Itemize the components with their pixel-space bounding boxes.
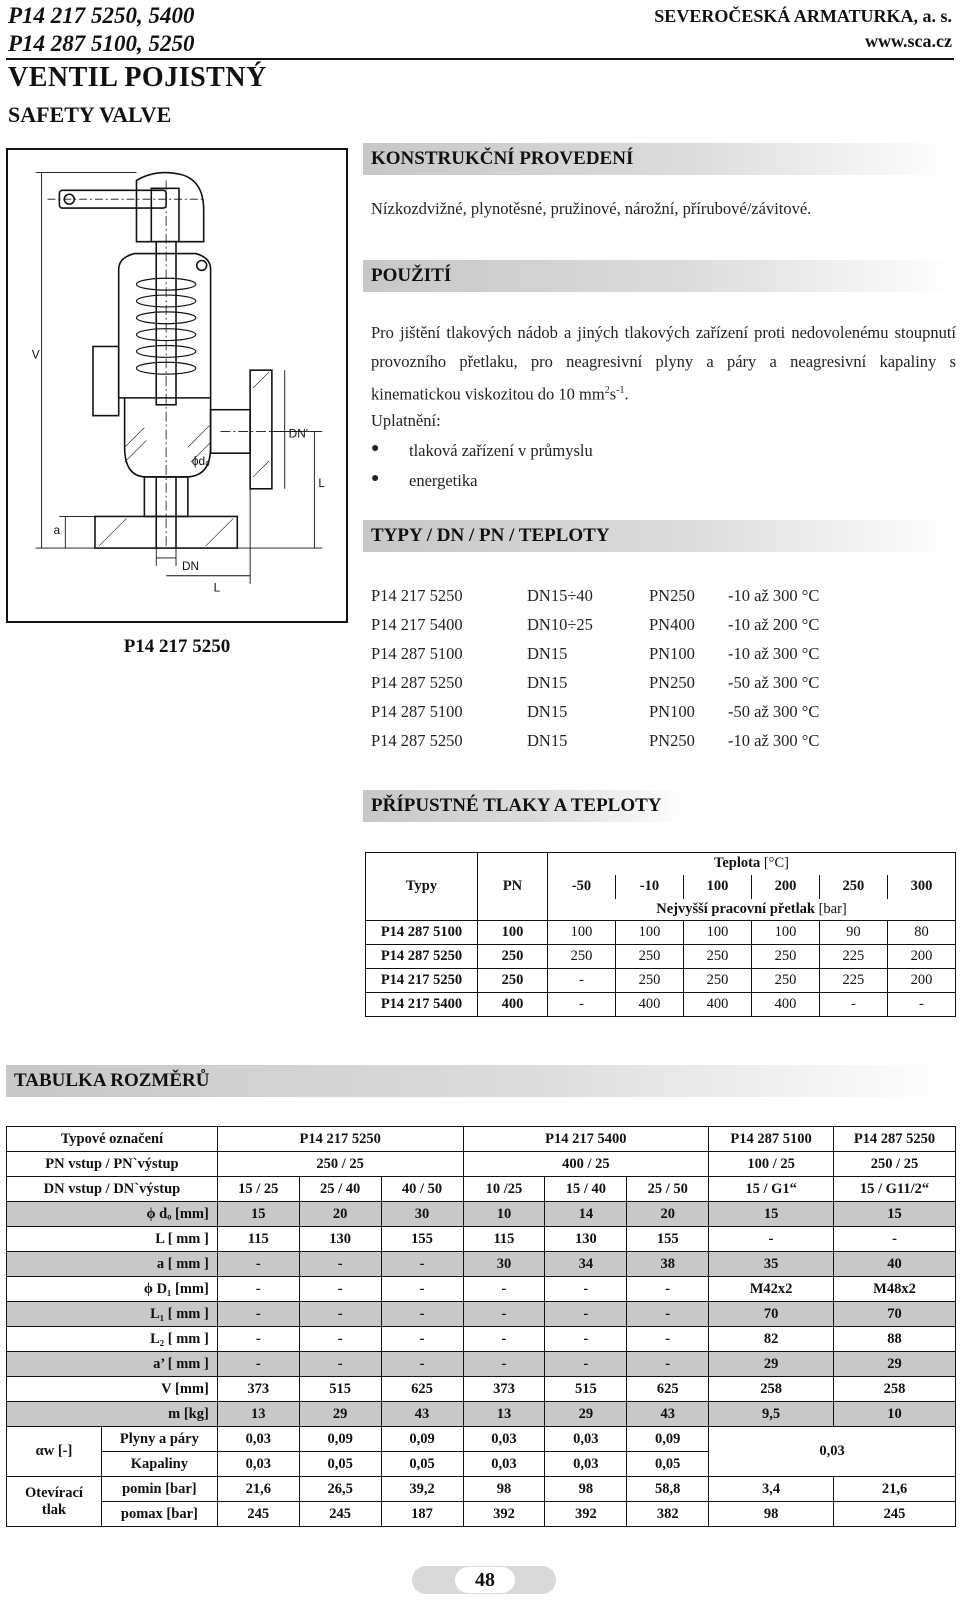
alpha-value: 0,05	[381, 1452, 463, 1477]
dimension-label: L₂ [ mm ]	[101, 1327, 217, 1352]
dimension-value: -	[545, 1277, 627, 1302]
pressure-type: P14 217 5250	[366, 969, 478, 993]
opening-value: 382	[627, 1502, 709, 1527]
section-heading-dimensions: TABULKA ROZMĚRŮ	[6, 1065, 956, 1097]
dimension-value: 29	[834, 1352, 956, 1377]
dim-dn: 10 /25	[463, 1177, 545, 1202]
alpha-value: 0,09	[381, 1427, 463, 1452]
dim-pn: 250 / 25	[217, 1152, 463, 1177]
types-model: P14 287 5100	[371, 644, 463, 663]
dim-type: P14 287 5250	[834, 1127, 956, 1152]
company-website[interactable]: www.sca.cz	[865, 31, 952, 51]
pressure-value: 90	[819, 921, 887, 945]
dim-type: P14 217 5400	[463, 1127, 709, 1152]
dimension-value: 115	[463, 1227, 545, 1252]
company-name: SEVEROČESKÁ ARMATURKA, a. s.	[654, 6, 952, 26]
alpha-value: 0,03	[217, 1452, 299, 1477]
types-temp: -10 až 300 °C	[728, 644, 820, 663]
dim-label-v: V	[31, 347, 40, 362]
dimension-row-spacer	[7, 1377, 102, 1402]
dimension-row	[7, 1277, 956, 1302]
dimension-value: -	[463, 1352, 545, 1377]
dimension-value: -	[627, 1327, 709, 1352]
model-line-1: P14 217 5250, 5400	[8, 3, 195, 28]
dimension-value: 38	[627, 1252, 709, 1277]
dim-dn: 15 / G1“	[709, 1177, 834, 1202]
bullet-icon: ●	[371, 441, 380, 456]
section-heading-pressures: PŘÍPUSTNÉ TLAKY A TEPLOTY	[363, 790, 685, 822]
dimension-value: 30	[463, 1252, 545, 1277]
types-dn: DN15	[527, 702, 568, 721]
opening-value: 98	[709, 1502, 834, 1527]
dimension-label: L [ mm ]	[101, 1227, 217, 1252]
pressure-row	[366, 945, 956, 969]
dimension-value: -	[627, 1302, 709, 1327]
alpha-label: αw [-]	[7, 1427, 102, 1477]
usage-text-unit: s	[609, 384, 617, 404]
alpha-value: 0,03	[463, 1452, 545, 1477]
types-temp: -10 až 300 °C	[728, 586, 820, 605]
dimension-value: -	[299, 1327, 381, 1352]
dimension-value: 70	[709, 1302, 834, 1327]
bullet-text: energetika	[409, 471, 478, 490]
dimension-row	[7, 1227, 956, 1252]
pressure-value: 250	[683, 945, 751, 969]
alpha-value: 0,09	[299, 1427, 381, 1452]
dimension-value: -	[709, 1227, 834, 1252]
dimension-value: 43	[381, 1402, 463, 1427]
dimension-value: -	[217, 1327, 299, 1352]
dimension-label: ϕ D₁ [mm]	[101, 1277, 217, 1302]
dimensions-table	[6, 1126, 956, 1527]
valve-drawing-svg	[8, 150, 346, 621]
types-pn: PN250	[649, 673, 695, 692]
dimension-value: 258	[709, 1377, 834, 1402]
dimension-row-spacer	[7, 1252, 102, 1277]
usage-text	[371, 318, 956, 409]
opening-row-label: pomin [bar]	[101, 1477, 217, 1502]
opening-label-line-2: tlak	[41, 1501, 67, 1518]
dimension-value: -	[627, 1352, 709, 1377]
dim-type: P14 217 5250	[217, 1127, 463, 1152]
pressure-unit: [bar]	[818, 900, 847, 917]
types-pn: PN250	[649, 731, 695, 750]
opening-value: 21,6	[834, 1477, 956, 1502]
dimension-value: 373	[217, 1377, 299, 1402]
dim-label-dn: DN	[181, 558, 200, 573]
dimension-row	[7, 1402, 956, 1427]
dim-pn: 250 / 25	[834, 1152, 956, 1177]
pressure-value: 225	[819, 945, 887, 969]
pressure-row	[366, 993, 956, 1017]
dimension-value: -	[545, 1302, 627, 1327]
dimension-value: 9,5	[709, 1402, 834, 1427]
dimension-row	[7, 1377, 956, 1402]
header-divider	[6, 58, 954, 60]
pressure-value: 80	[887, 921, 955, 945]
dimension-value: 10	[834, 1402, 956, 1427]
dimension-row	[7, 1352, 956, 1377]
temp-col: 200	[751, 875, 819, 899]
types-model: P14 287 5250	[371, 731, 463, 750]
types-pn: PN400	[649, 615, 695, 634]
types-temp: -50 až 300 °C	[728, 702, 820, 721]
pressure-value: -	[548, 993, 616, 1017]
dimension-value: 20	[627, 1202, 709, 1227]
dimension-row-spacer	[7, 1327, 102, 1352]
pressure-type: P14 287 5250	[366, 945, 478, 969]
bullet-text: tlaková zařízení v průmyslu	[409, 441, 593, 460]
model-list	[8, 2, 195, 58]
pressure-value: 100	[548, 921, 616, 945]
pressure-row	[366, 921, 956, 945]
dimension-value: 29	[709, 1352, 834, 1377]
pressure-row	[366, 969, 956, 993]
opening-value: 26,5	[299, 1477, 381, 1502]
dim-label-dn-prime: DN'	[288, 426, 309, 441]
dimension-value: 515	[299, 1377, 381, 1402]
temperature-unit: [°C]	[763, 855, 789, 872]
dim-type: P14 287 5100	[709, 1127, 834, 1152]
usage-text-end: .	[624, 384, 629, 404]
dimension-value: -	[217, 1277, 299, 1302]
dimension-row-spacer	[7, 1227, 102, 1252]
opening-value: 3,4	[709, 1477, 834, 1502]
dimension-label: m [kg]	[101, 1402, 217, 1427]
dim-dn-label: DN vstup / DN`výstup	[7, 1177, 218, 1202]
dimension-value: 115	[217, 1227, 299, 1252]
dimension-value: 40	[834, 1252, 956, 1277]
dimension-value: -	[627, 1277, 709, 1302]
dimension-value: 43	[627, 1402, 709, 1427]
section-heading-types: TYPY / DN / PN / TEPLOTY	[363, 520, 955, 552]
dim-label-l-right: L	[318, 475, 325, 490]
dim-label-d0: ϕd₀	[191, 454, 210, 469]
dim-pn: 100 / 25	[709, 1152, 834, 1177]
alpha-value: 0,03	[545, 1427, 627, 1452]
model-line-2: P14 287 5100, 5250	[8, 31, 195, 56]
dimension-value: -	[217, 1252, 299, 1277]
pressure-value: 225	[819, 969, 887, 993]
opening-value: 245	[299, 1502, 381, 1527]
alpha-row-label: Kapaliny	[101, 1452, 217, 1477]
bonnet-cap-shape	[136, 173, 203, 242]
dim-dn: 25 / 40	[299, 1177, 381, 1202]
pressure-col-pn: PN	[478, 853, 548, 921]
dimension-value: -	[299, 1252, 381, 1277]
dimension-value: M42x2	[709, 1277, 834, 1302]
pressure-value: 250	[751, 945, 819, 969]
dim-dn: 40 / 50	[381, 1177, 463, 1202]
dimension-value: -	[545, 1327, 627, 1352]
pressure-value: -	[887, 993, 955, 1017]
dimension-row	[7, 1202, 956, 1227]
dimension-value: -	[545, 1352, 627, 1377]
opening-row-label: pomax [bar]	[101, 1502, 217, 1527]
dimension-label: L₁ [ mm ]	[101, 1302, 217, 1327]
pressure-pn: 250	[478, 945, 548, 969]
alpha-value: 0,09	[627, 1427, 709, 1452]
types-pn: PN100	[649, 644, 695, 663]
pressure-value: 200	[887, 969, 955, 993]
opening-value: 245	[217, 1502, 299, 1527]
pressure-type: P14 217 5400	[366, 993, 478, 1017]
dimension-value: 625	[381, 1377, 463, 1402]
dimension-value: 88	[834, 1327, 956, 1352]
types-dn: DN15	[527, 644, 568, 663]
dimension-row	[7, 1302, 956, 1327]
dimension-label: a [ mm ]	[101, 1252, 217, 1277]
alpha-value: 0,03	[463, 1427, 545, 1452]
dimension-row	[7, 1252, 956, 1277]
dimension-row-spacer	[7, 1302, 102, 1327]
types-dn: DN15÷40	[527, 586, 593, 605]
opening-label-line-1: Otevírací	[24, 1484, 83, 1501]
dimension-value: 373	[463, 1377, 545, 1402]
types-model: P14 287 5100	[371, 702, 463, 721]
pressure-value: 250	[615, 945, 683, 969]
temp-col: -10	[615, 875, 683, 899]
types-temp: -50 až 300 °C	[728, 673, 820, 692]
dimension-value: 13	[463, 1402, 545, 1427]
pressure-pn: 100	[478, 921, 548, 945]
dimension-value: 13	[217, 1402, 299, 1427]
dimension-label: a’ [ mm ]	[101, 1352, 217, 1377]
temp-col: 300	[887, 875, 955, 899]
temperature-label: Teplota	[714, 855, 761, 872]
dimension-value: 29	[545, 1402, 627, 1427]
dimension-value: 14	[545, 1202, 627, 1227]
dimension-value: 15	[217, 1202, 299, 1227]
types-dn: DN15	[527, 673, 568, 692]
page-subtitle: SAFETY VALVE	[8, 102, 172, 127]
dimension-value: -	[463, 1302, 545, 1327]
construction-text: Nízkozdvižné, plynotěsné, pružinové, nárožní, přírubové/závitové.	[371, 199, 812, 218]
pressure-value: 400	[683, 993, 751, 1017]
pressure-value: 400	[751, 993, 819, 1017]
temp-col: 100	[683, 875, 751, 899]
pressure-pn: 400	[478, 993, 548, 1017]
dimension-value: -	[381, 1352, 463, 1377]
types-pn: PN250	[649, 586, 695, 605]
types-model: P14 287 5250	[371, 673, 463, 692]
usage-sup-2: -1	[616, 385, 625, 396]
types-model: P14 217 5250	[371, 586, 463, 605]
dimension-row-spacer	[7, 1202, 102, 1227]
page-title: VENTIL POJISTNÝ	[8, 62, 267, 93]
temp-col: -50	[548, 875, 616, 899]
dimension-value: -	[834, 1227, 956, 1252]
dim-dn: 25 / 50	[627, 1177, 709, 1202]
dimension-value: 29	[299, 1402, 381, 1427]
dimension-value: 20	[299, 1202, 381, 1227]
dimension-value: -	[463, 1277, 545, 1302]
alpha-row-label: Plyny a páry	[101, 1427, 217, 1452]
dimension-row-spacer	[7, 1352, 102, 1377]
dimension-value: -	[381, 1277, 463, 1302]
dimension-value: -	[217, 1302, 299, 1327]
dimension-value: -	[299, 1352, 381, 1377]
opening-value: 39,2	[381, 1477, 463, 1502]
dimension-value: 70	[834, 1302, 956, 1327]
valve-drawing	[6, 148, 348, 623]
pressure-table	[365, 852, 956, 1017]
alpha-value: 0,03	[217, 1427, 299, 1452]
application-label: Uplatnění:	[371, 411, 441, 430]
opening-value: 58,8	[627, 1477, 709, 1502]
opening-value: 392	[463, 1502, 545, 1527]
alpha-value: 0,03	[545, 1452, 627, 1477]
types-dn: DN10÷25	[527, 615, 593, 634]
pressure-value: -	[819, 993, 887, 1017]
dimension-value: 130	[545, 1227, 627, 1252]
dimension-value: 155	[381, 1227, 463, 1252]
pressure-value: 200	[887, 945, 955, 969]
dimension-value: 258	[834, 1377, 956, 1402]
dimension-value: 10	[463, 1202, 545, 1227]
usage-sup-1: 2	[604, 385, 610, 396]
opening-value: 392	[545, 1502, 627, 1527]
pressure-value: 250	[683, 969, 751, 993]
dimension-value: 155	[627, 1227, 709, 1252]
drawing-caption: P14 217 5250	[123, 636, 231, 657]
company-block	[654, 4, 952, 54]
pressure-pn: 250	[478, 969, 548, 993]
dim-pn-label: PN vstup / PN`výstup	[7, 1152, 218, 1177]
dim-label-a: a	[53, 523, 61, 538]
dimension-label: ϕ dₒ [mm]	[101, 1202, 217, 1227]
pressure-value: 250	[751, 969, 819, 993]
types-temp: -10 až 200 °C	[728, 615, 820, 634]
pressure-col-types: Typy	[366, 853, 478, 921]
dim-dn: 15 / G11/2“	[834, 1177, 956, 1202]
pressure-value: -	[548, 969, 616, 993]
alpha-merged-value: 0,03	[709, 1427, 956, 1477]
dimension-value: -	[381, 1252, 463, 1277]
pressure-value: 100	[683, 921, 751, 945]
dimension-value: 34	[545, 1252, 627, 1277]
temperature-header	[548, 853, 956, 875]
types-dn: DN15	[527, 731, 568, 750]
types-temp: -10 až 300 °C	[728, 731, 820, 750]
dimension-value: -	[299, 1277, 381, 1302]
types-model: P14 217 5400	[371, 615, 463, 634]
dimension-value: 625	[627, 1377, 709, 1402]
dimension-value: -	[381, 1327, 463, 1352]
pressure-value: 100	[751, 921, 819, 945]
dim-label-l-bottom: L	[213, 580, 221, 595]
opening-value: 245	[834, 1502, 956, 1527]
spring-housing-shape	[119, 254, 211, 398]
dim-dn: 15 / 25	[217, 1177, 299, 1202]
opening-value: 98	[463, 1477, 545, 1502]
opening-value: 98	[545, 1477, 627, 1502]
dimension-row	[7, 1327, 956, 1352]
pressure-type: P14 287 5100	[366, 921, 478, 945]
dimension-value: 82	[709, 1327, 834, 1352]
dimension-value: -	[463, 1327, 545, 1352]
pressure-value: 100	[615, 921, 683, 945]
dimension-value: M48x2	[834, 1277, 956, 1302]
opening-value: 187	[381, 1502, 463, 1527]
dimension-value: 15	[834, 1202, 956, 1227]
opening-value: 21,6	[217, 1477, 299, 1502]
dimension-row-spacer	[7, 1402, 102, 1427]
usage-text-main: Pro jištění tlakových nádob a jiných tlakových zařízení proti nedovolenému stoupnutí provozního přetlaku, pro neagresivní plyny a páry a neagresivní kapaliny s kinematickou viskozitou do 10 mm	[371, 323, 956, 404]
dimension-value: 30	[381, 1202, 463, 1227]
pressure-value: 250	[615, 969, 683, 993]
dimension-value: 35	[709, 1252, 834, 1277]
bullet-icon: ●	[371, 471, 380, 486]
alpha-value: 0,05	[627, 1452, 709, 1477]
dim-dn: 15 / 40	[545, 1177, 627, 1202]
pressure-value: 400	[615, 993, 683, 1017]
alpha-value: 0,05	[299, 1452, 381, 1477]
dimension-label: V [mm]	[101, 1377, 217, 1402]
dimension-value: -	[299, 1302, 381, 1327]
pressure-value: 250	[548, 945, 616, 969]
temp-col: 250	[819, 875, 887, 899]
dim-type-label: Typové označení	[7, 1127, 218, 1152]
page-number: 48	[455, 1567, 515, 1593]
dimension-row-spacer	[7, 1277, 102, 1302]
opening-pressure-label	[7, 1477, 102, 1527]
types-pn: PN100	[649, 702, 695, 721]
dimension-value: 15	[709, 1202, 834, 1227]
section-heading-usage: POUŽITÍ	[363, 260, 955, 292]
dimension-value: 130	[299, 1227, 381, 1252]
dimension-value: -	[217, 1352, 299, 1377]
dimension-value: 515	[545, 1377, 627, 1402]
dim-pn: 400 / 25	[463, 1152, 709, 1177]
dimension-value: -	[381, 1302, 463, 1327]
pressure-subheader	[548, 899, 956, 921]
pressure-label: Nejvyšší pracovní přetlak	[656, 900, 815, 917]
section-heading-construction: KONSTRUKČNÍ PROVEDENÍ	[363, 143, 955, 175]
